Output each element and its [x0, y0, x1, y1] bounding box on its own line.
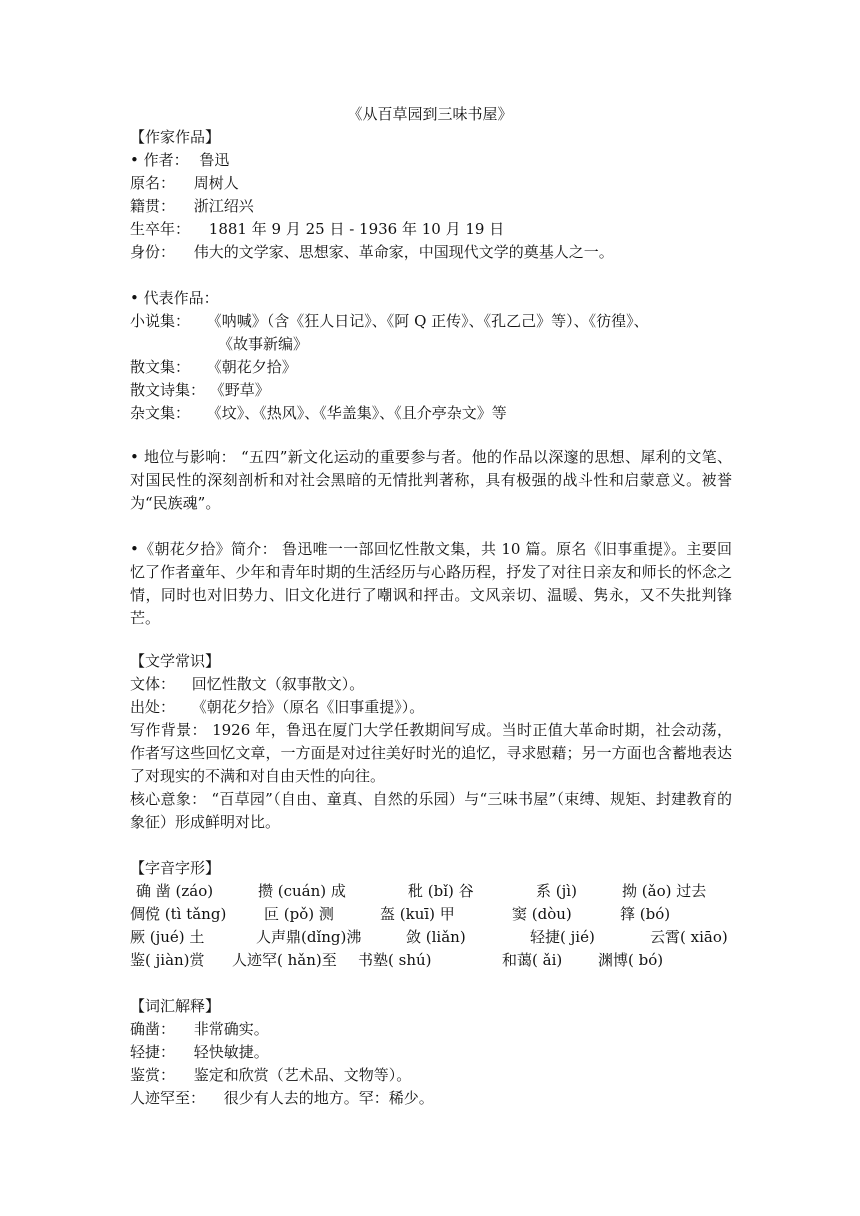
identity-label: 身份：	[130, 243, 176, 261]
pronunciation-entry: 书塾( shú)	[358, 951, 432, 969]
pronunciation-entry: 倜傥 (tì tǎng)	[130, 905, 227, 923]
works-header: • 代表作品：	[130, 289, 219, 307]
hometown-label: 籍贯：	[130, 197, 176, 215]
poetry-value: 《野草》	[209, 381, 270, 399]
vocab-item	[130, 1064, 411, 1086]
essays-row	[130, 402, 507, 424]
section-header-pronunciation: 【字音字形】	[130, 859, 221, 877]
poetry-row	[130, 379, 270, 401]
hometown-row	[130, 195, 254, 217]
pronunciation-entry: 和蔼( ǎi)	[502, 951, 563, 969]
essays-label: 杂文集：	[130, 404, 191, 422]
prose-row	[130, 356, 297, 378]
background-paragraph: 写作背景： 1926 年，鲁迅在厦门大学任教期间写成。当时正值大革命时期，社会动荡，作者写这些回忆文章，一方面是对过往美好时光的追忆，寻求慰藉；另一方面也含蓄地表达了对现实的不满和对自由天性的向往。	[130, 721, 732, 785]
vocab-term: 人迹罕至：	[130, 1089, 206, 1107]
pronunciation-entry: 盔 (kuī) 甲	[380, 905, 455, 923]
novels-row	[130, 310, 649, 332]
pronunciation-entry: 叵 (pǒ) 测	[264, 905, 334, 923]
pronunciation-entry: 人迹罕( hǎn)至	[232, 951, 337, 969]
section-header-vocab: 【词汇解释】	[130, 997, 221, 1015]
section-header-literary: 【文学常识】	[130, 652, 221, 670]
vocab-item	[130, 1087, 434, 1109]
genre-row	[130, 673, 364, 695]
orig-name-label: 原名：	[130, 174, 176, 192]
intro-paragraph: •《朝花夕拾》简介： 鲁迅唯一一部回忆性散文集，共 10 篇。原名《旧事重提》。主要回忆了作者童年、少年和青年时期的生活经历与心路历程，抒发了对往日亲友和师长的怀念之情，同时也对旧势力、旧文化进行了嘲讽和抨击。文风亲切、温暖、隽永，又不失批判锋芒。	[130, 540, 732, 627]
vocab-item	[130, 1018, 269, 1040]
pronunciation-entry: 轻捷( jié)	[530, 928, 595, 946]
pronunciation-entry: 云霄( xiāo)	[650, 928, 728, 946]
vocab-definition: 很少有人去的地方。罕：稀少。	[223, 1089, 434, 1107]
vocab-item	[130, 1041, 269, 1063]
status-paragraph: • 地位与影响： “五四”新文化运动的重要参与者。他的作品以深邃的思想、犀利的文笔、对国民性的深刻剖析和对社会黑暗的无情批判著称，具有极强的战斗性和启蒙意义。被誉为“民族魂”。	[130, 448, 732, 512]
novels-value: 《呐喊》（含《狂人日记》、《阿 Q 正传》、《孔乙己》等）、《彷徨》、	[206, 312, 649, 330]
vocab-definition: 轻快敏捷。	[193, 1043, 269, 1061]
genre-value: 回忆性散文（叙事散文）。	[191, 675, 365, 693]
pronunciation-entry: 窦 (dòu)	[512, 905, 572, 923]
prose-value: 《朝花夕拾》	[206, 358, 297, 376]
essays-value: 《坟》、《热风》、《华盖集》、《且介亭杂文》等	[206, 404, 507, 422]
pronunciation-entry: 秕 (bǐ) 谷	[408, 882, 474, 900]
pronunciation-entry: 确 凿 (záo)	[136, 882, 214, 900]
source-row	[130, 696, 424, 718]
pronunciation-entry: 系 (jì)	[536, 882, 577, 900]
lifespan-label: 生卒年：	[130, 220, 191, 238]
vocab-term: 鉴赏：	[130, 1066, 176, 1084]
pronunciation-entry: 厥 (jué) 土	[130, 928, 205, 946]
author-label: • 作者：	[130, 151, 189, 169]
orig-name-value: 周树人	[193, 174, 239, 192]
section-header-author: 【作家作品】	[130, 128, 221, 146]
author-row	[130, 149, 229, 171]
hometown-value: 浙江绍兴	[193, 197, 254, 215]
page-title: 《从百草园到三味书屋》	[347, 105, 513, 123]
orig-name-row	[130, 172, 239, 194]
vocab-term: 轻捷：	[130, 1043, 176, 1061]
genre-label: 文体：	[130, 675, 176, 693]
lifespan-value: 1881 年 9 月 25 日 - 1936 年 10 月 19 日	[208, 220, 505, 238]
author-value: 鲁迅	[199, 151, 230, 169]
identity-value: 伟大的文学家、思想家、革命家，中国现代文学的奠基人之一。	[193, 243, 614, 261]
imagery-paragraph: 核心意象： “百草园”（自由、童真、自然的乐园）与“三味书屋”（束缚、规矩、封建教育的象征）形成鲜明对比。	[130, 790, 732, 831]
novels-continuation: 《故事新编》	[218, 335, 309, 353]
lifespan-row	[130, 218, 504, 240]
pronunciation-entry: 箨 (bó)	[620, 905, 671, 923]
vocab-definition: 鉴定和欣赏（艺术品、文物等）。	[193, 1066, 412, 1084]
pronunciation-entry: 人声鼎(dǐng)沸	[256, 928, 362, 946]
pronunciation-entry: 敛 (liǎn)	[406, 928, 466, 946]
prose-label: 散文集：	[130, 358, 191, 376]
novels-label: 小说集：	[130, 312, 191, 330]
pronunciation-entry: 拗 (ǎo) 过去	[622, 882, 707, 900]
source-value: 《朝花夕拾》（原名《旧事重提》）。	[191, 698, 425, 716]
vocab-definition: 非常确实。	[193, 1020, 269, 1038]
vocab-term: 确凿：	[130, 1020, 176, 1038]
pronunciation-entry: 渊博( bó)	[598, 951, 664, 969]
source-label: 出处：	[130, 698, 176, 716]
identity-row	[130, 241, 614, 263]
poetry-label: 散文诗集：	[130, 381, 206, 399]
pronunciation-entry: 攒 (cuán) 成	[258, 882, 346, 900]
pronunciation-entry: 鉴( jiàn)赏	[130, 951, 205, 969]
